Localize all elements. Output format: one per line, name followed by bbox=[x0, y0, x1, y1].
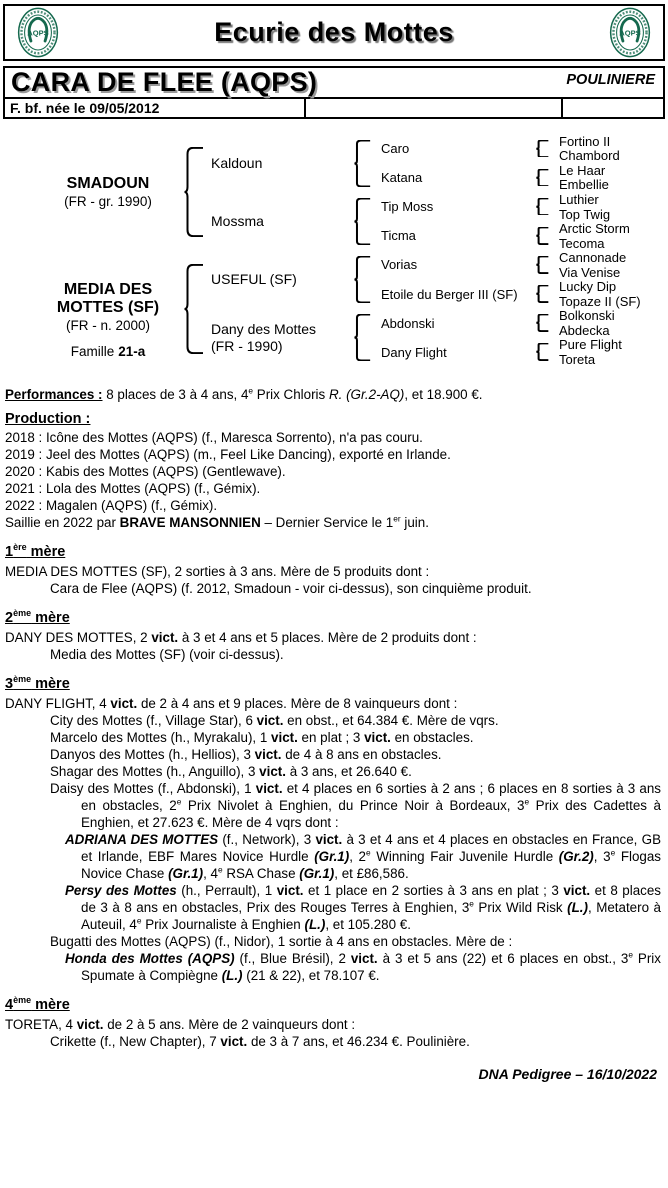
mere-paragraph: ADRIANA DES MOTTES (f., Network), 3 vict. à 3 et 4 ans et 4 places en obstacles en France, GB et Irlande, EBF Mares Novice Hurdle (Gr.1), 2e Winning Fair Juvenile Hurdle (Gr.2), 3e Flogas Novice Chase (Gr.1), 4e RSA Chase (Gr.1), et £86,586. bbox=[65, 832, 662, 881]
production-line: 2022 : Magalen (AQPS) (f., Gémix). bbox=[5, 498, 218, 513]
pedigree-node: Vorias bbox=[381, 257, 418, 273]
birth-info: F. bf. née le 09/05/2012 bbox=[5, 99, 306, 117]
pedigree-node: Dany Flight bbox=[381, 344, 447, 360]
production-heading: Production : bbox=[5, 411, 91, 427]
pedigree-node: Mossma bbox=[211, 212, 264, 229]
mere-paragraph: DANY DES MOTTES, 2 vict. à 3 et 4 ans et 5 places. Mère de 2 produits dont : bbox=[5, 630, 477, 645]
footer-credit: DNA Pedigree – 16/10/2022 bbox=[478, 1066, 657, 1082]
pedigree-node: Tecoma bbox=[559, 235, 605, 251]
mere-paragraph: Danyos des Mottes (h., Hellios), 3 vict. de 4 à 8 ans en obstacles. bbox=[50, 747, 442, 762]
bracket-icon bbox=[536, 314, 549, 332]
empty-cell bbox=[306, 99, 563, 117]
pedigree-node: Ticma bbox=[381, 228, 416, 244]
production-line: Saillie en 2022 par BRAVE MANSONNIEN – Dernier Service le 1er juin. bbox=[5, 513, 429, 530]
pedigree-tree bbox=[33, 134, 665, 367]
production-line: 2019 : Jeel des Mottes (AQPS) (m., Feel Like Dancing), exporté en Irlande. bbox=[5, 447, 451, 462]
title-box bbox=[3, 66, 665, 119]
pedigree-node: Tip Moss bbox=[381, 199, 434, 215]
aqps-logo-right-icon bbox=[609, 7, 651, 58]
mere-paragraph: Daisy des Mottes (f., Abdonski), 1 vict. et 4 places en 6 sorties à 2 ans ; 6 places en 8 sorties à 3 ans en obstacles, 2e Prix Nivolet à Enghien, du Prince Noir à Bordeaux, 3e Prix des Cadettes à Enghien, et 27.623 €. Mère de 4 vqrs dont : bbox=[50, 781, 661, 830]
pedigree-node: Topaze II (SF) bbox=[559, 293, 641, 309]
production-line: 2020 : Kabis des Mottes (AQPS) (Gentlewave). bbox=[5, 464, 286, 479]
pedigree-node: Chambord bbox=[559, 148, 620, 164]
bracket-icon bbox=[536, 169, 549, 187]
bracket-icon bbox=[184, 147, 204, 237]
svg-text:AQPS: AQPS bbox=[619, 28, 641, 38]
mere-paragraph: Persy des Mottes (h., Perrault), 1 vict. et 1 place en 2 sorties à 3 ans en plat ; 3 vict. et 8 places de 3 à 8 ans en obstacles, Prix des Rouges Terres à Enghien, 3e Prix Wild Risk (L.), Metatero à Auteuil, 4e Prix Journaliste à Enghien (L.), et 105.280 €. bbox=[65, 883, 662, 932]
mere-paragraph: Cara de Flee (AQPS) (f. 2012, Smadoun - voir ci-dessus), son cinquième produit. bbox=[50, 581, 532, 596]
pedigree-node: Via Venise bbox=[559, 264, 621, 280]
pedigree-node: Cannonade bbox=[559, 250, 627, 266]
pedigree-node: Top Twig bbox=[559, 206, 611, 222]
aqps-logo-left-icon bbox=[17, 7, 59, 58]
pedigree-name: SMADOUN bbox=[66, 174, 150, 192]
mere-paragraph: Shagar des Mottes (h., Anguillo), 3 vict. à 3 ans, et 26.640 €. bbox=[50, 764, 412, 779]
mere-paragraph: Honda des Mottes (AQPS) (f., Blue Brésil), 2 vict. à 3 et 5 ans (22) et 6 places en obst., 3e Prix Spumate à Compiègne (L.) (21 & 22), et 78.107 €. bbox=[65, 949, 661, 983]
bracket-icon bbox=[184, 264, 204, 354]
production-line: 2021 : Lola des Mottes (AQPS) (f., Gémix). bbox=[5, 481, 261, 496]
bracket-icon bbox=[354, 314, 371, 361]
production-section bbox=[5, 410, 661, 531]
pedigree-node: Bolkonski bbox=[559, 308, 615, 324]
pedigree-node: Etoile du Berger III (SF) bbox=[381, 286, 518, 302]
svg-text:AQPS: AQPS bbox=[27, 28, 49, 38]
bracket-icon bbox=[354, 198, 371, 245]
mere-paragraph: DANY FLIGHT, 4 vict. de 2 à 4 ans et 9 places. Mère de 8 vainqueurs dont : bbox=[5, 696, 458, 711]
mere-section-1 bbox=[5, 543, 661, 597]
mere-paragraph: Crikette (f., New Chapter), 7 vict. de 3 à 7 ans, et 46.234 €. Poulinière. bbox=[50, 1034, 470, 1049]
pedigree-node bbox=[33, 251, 183, 368]
pedigree-node: Arctic Storm bbox=[559, 221, 630, 237]
performances-line: Performances : 8 places de 3 à 4 ans, 4e Prix Chloris R. (Gr.2-AQ), et 18.900 €. bbox=[5, 385, 483, 402]
famille-line: Famille 21-a bbox=[70, 344, 146, 360]
mere-section-4 bbox=[5, 996, 661, 1050]
stable-name: Ecurie des Mottes bbox=[214, 17, 454, 47]
pedigree-node: Pure Flight bbox=[559, 337, 622, 353]
bracket-icon bbox=[536, 227, 549, 245]
pedigree-node: Kaldoun bbox=[211, 154, 263, 171]
pedigree-node: Fortino II bbox=[559, 133, 611, 149]
bracket-icon bbox=[536, 140, 549, 158]
mere-heading: 2ème mère bbox=[5, 608, 70, 626]
mere-paragraph: Media des Mottes (SF) (voir ci-dessus). bbox=[50, 647, 284, 662]
bracket-icon bbox=[354, 256, 371, 303]
pedigree-node: Katana bbox=[381, 170, 423, 186]
pedigree-node: Abdecka bbox=[559, 322, 610, 338]
pedigree-node: Caro bbox=[381, 141, 410, 157]
pedigree-node: Abdonski bbox=[381, 315, 435, 331]
pedigree-node: USEFUL (SF) bbox=[211, 270, 297, 287]
bracket-icon bbox=[536, 285, 549, 303]
production-line: 2018 : Icône des Mottes (AQPS) (f., Maresca Sorrento), n'a pas couru. bbox=[5, 430, 423, 445]
mere-paragraph: TORETA, 4 vict. de 2 à 5 ans. Mère de 2 vainqueurs dont : bbox=[5, 1017, 356, 1032]
pedigree-node: Embellie bbox=[559, 177, 609, 193]
status-label: POULINIERE bbox=[566, 72, 655, 88]
pedigree-node bbox=[33, 134, 183, 251]
bracket-icon bbox=[536, 256, 549, 274]
bracket-icon bbox=[536, 343, 549, 361]
mere-section-3 bbox=[5, 675, 661, 984]
header-box bbox=[3, 4, 665, 61]
pedigree-node: Le Haar bbox=[559, 162, 606, 178]
mere-paragraph: Bugatti des Mottes (AQPS) (f., Nidor), 1 sortie à 4 ans en obstacles. Mère de : bbox=[50, 934, 513, 949]
pedigree-node: Luthier bbox=[559, 191, 599, 207]
horse-name: CARA DE FLEE (AQPS) bbox=[11, 67, 318, 97]
pedigree-node: Lucky Dip bbox=[559, 279, 617, 295]
bracket-icon bbox=[354, 140, 371, 187]
mere-paragraph: Marcelo des Mottes (h., Myrakalu), 1 vict. en plat ; 3 vict. en obstacles. bbox=[50, 730, 474, 745]
document-body bbox=[3, 386, 665, 1083]
mere-heading: 4ème mère bbox=[5, 995, 70, 1013]
empty-cell bbox=[563, 99, 663, 117]
pedigree-node: Dany des Mottes (FR - 1990) bbox=[211, 320, 317, 354]
pedigree-sub: (FR - gr. 1990) bbox=[64, 193, 152, 209]
mere-heading: 3ème mère bbox=[5, 674, 70, 692]
mere-paragraph: City des Mottes (f., Village Star), 6 vict. en obst., et 64.384 €. Mère de vqrs. bbox=[50, 713, 499, 728]
mere-section-2 bbox=[5, 609, 661, 663]
pedigree-node: Toreta bbox=[559, 351, 596, 367]
pedigree-sub: (FR - n. 2000) bbox=[65, 318, 151, 334]
pedigree-name: MEDIA DES MOTTES (SF) bbox=[56, 281, 160, 317]
mere-heading: 1ère mère bbox=[5, 542, 66, 560]
bracket-icon bbox=[536, 198, 549, 216]
mere-paragraph: MEDIA DES MOTTES (SF), 2 sorties à 3 ans. Mère de 5 produits dont : bbox=[5, 564, 430, 579]
